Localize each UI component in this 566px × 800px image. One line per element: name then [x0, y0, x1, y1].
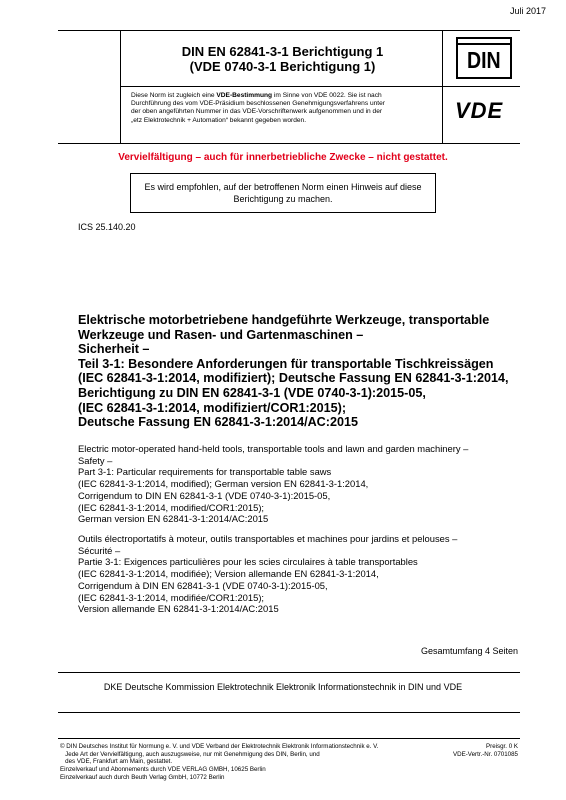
title-german-line: Berichtigung zu DIN EN 62841-3-1 (VDE 0740-3-1):2015-05,: [78, 385, 426, 400]
title-english-line: German version EN 62841-3-1:2014/AC:2015: [78, 513, 269, 525]
vde-note-line1: [131, 92, 436, 100]
total-pages: Gesamtumfang 4 Seiten: [420, 646, 518, 656]
footer-line: © DIN Deutsches Institut für Normung e. V. und VDE Verband der Elektrotechnik Elektronik Informationstechnik e. V.: [60, 743, 379, 750]
vde-note-line1-post: im Sinne von VDE 0022. Sie ist nach: [272, 92, 382, 99]
copyright-footer: [60, 743, 440, 782]
vde-logo: VDE: [455, 98, 504, 123]
document-title-line2: (VDE 0740-3-1 Berichtigung 1): [189, 59, 376, 74]
document-title: [125, 44, 440, 74]
dke-line: DKE Deutsche Kommission Elektrotechnik Elektronik Informationstechnik in DIN und VDE: [103, 682, 463, 692]
title-french: [78, 533, 528, 615]
dke-bottom-rule: [58, 712, 520, 713]
title-german-line: Teil 3-1: Besondere Anforderungen für transportable Tischkreissägen: [78, 356, 494, 371]
title-english-line: (IEC 62841-3-1:2014, modified); German version EN 62841-3-1:2014,: [78, 478, 369, 490]
footer-line: Einzelverkauf auch durch Beuth Verlag GmbH, 10772 Berlin: [60, 773, 225, 781]
din-logo-text: DIN: [467, 47, 501, 73]
title-german-line: Werkzeuge und Rasen- und Gartenmaschinen –: [78, 327, 364, 342]
recommendation-line1: Es wird empfohlen, auf der betroffenen Norm einen Hinweis auf diese: [144, 182, 422, 192]
top-rule: [58, 30, 520, 31]
din-logo-bar: [458, 43, 510, 45]
title-german-line: Sicherheit –: [78, 342, 150, 357]
vde-contract-number: VDE-Vertr.-Nr. 0701085: [453, 750, 518, 758]
recommendation-line2: Berichtigung zu machen.: [233, 194, 333, 204]
title-english-line: (IEC 62841-3-1:2014, modified/COR1:2015);: [78, 501, 265, 513]
vde-note: [131, 92, 436, 125]
title-french-line: Outils électroportatifs à moteur, outils transportables et machines pour jardins et pelouses –: [78, 533, 458, 544]
title-english-line: Electric motor-operated hand-held tools, transportable tools and lawn and garden machinery –: [78, 443, 469, 454]
title-separator-rule: [120, 86, 520, 87]
publication-date: Juli 2017: [509, 6, 546, 16]
title-french-line: Version allemande EN 62841-3-1:2014/AC:2015: [78, 603, 279, 615]
title-english-line: Part 3-1: Particular requirements for transportable table saws: [78, 466, 332, 478]
copy-warning: Vervielfältigung – auch für innerbetriebliche Zwecke – nicht gestattet.: [118, 152, 448, 163]
vde-note-line4: „etz Elektrotechnik + Automation“ bekannt gegeben worden.: [131, 116, 307, 124]
title-english-line: Corrigendum to DIN EN 62841-3-1 (VDE 0740-3-1):2015-05,: [78, 489, 331, 501]
title-french-line: (IEC 62841-3-1:2014, modifiée/COR1:2015);: [78, 591, 265, 603]
price-group: Preisgr. 0 K: [486, 743, 518, 750]
price-info: [453, 743, 518, 758]
vde-note-line3: der oben angeführten Nummer in das VDE-Vorschriftenwerk aufgenommen und in der: [131, 108, 383, 116]
title-french-line: Corrigendum à DIN EN 62841-3-1 (VDE 0740-3-1):2015-05,: [78, 579, 328, 591]
vde-note-line2: Durchführung des vom VDE-Präsidium beschlossenen Genehmigungsverfahrens unter: [131, 100, 385, 108]
title-german: [78, 313, 518, 430]
document-title-line1: DIN EN 62841-3-1 Berichtigung 1: [181, 44, 384, 59]
header-bottom-rule: [58, 143, 520, 144]
footer-line: des VDE, Frankfurt am Main, gestattet.: [60, 758, 173, 766]
ics-code: ICS 25.140.20: [78, 222, 136, 232]
din-logo: [456, 37, 512, 79]
recommendation-box: [130, 173, 436, 213]
title-german-line: (IEC 62841-3-1:2014, modifiziert/COR1:2015);: [78, 400, 347, 415]
footer-line: Einzelverkauf und Abonnements durch VDE VERLAG GMBH, 10625 Berlin: [60, 766, 266, 774]
title-german-line: (IEC 62841-3-1:2014, modifiziert); Deutsche Fassung EN 62841-3-1:2014,: [78, 371, 509, 386]
vde-note-line1-pre: Diese Norm ist zugleich eine: [131, 92, 217, 99]
title-english: [78, 443, 528, 525]
title-french-line: Sécurité –: [78, 544, 121, 556]
vde-note-bold: VDE-Bestimmung: [216, 92, 273, 99]
title-german-line: Elektrische motorbetriebene handgeführte Werkzeuge, transportable: [78, 313, 490, 327]
title-german-line: Deutsche Fassung EN 62841-3-1:2014/AC:2015: [78, 415, 358, 430]
title-french-line: Partie 3-1: Exigences particulières pour les scies circulaires à table transportables: [78, 556, 418, 568]
footer-top-rule: [58, 738, 520, 739]
dke-top-rule: [58, 672, 520, 673]
title-french-line: (IEC 62841-3-1:2014, modifiée); Version allemande EN 62841-3-1:2014,: [78, 568, 379, 580]
footer-line: Jede Art der Vervielfältigung, auch auszugsweise, nur mit Genehmigung des DIN, Berlin, und: [60, 750, 320, 758]
title-english-line: Safety –: [78, 454, 113, 466]
